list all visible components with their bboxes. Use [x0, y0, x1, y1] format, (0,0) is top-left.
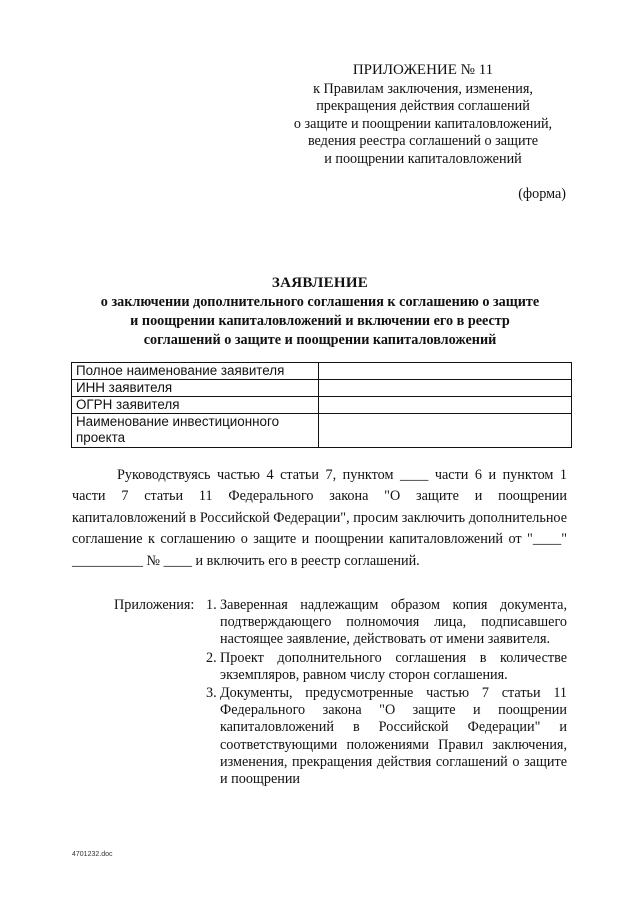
title-line: соглашений о защите и поощрении капиталовложений [143, 332, 497, 348]
row-value-field[interactable] [319, 397, 572, 414]
appendix-line: и поощрении капиталовложений [324, 150, 522, 167]
title-line: о заключении дополнительного соглашения к соглашению о защите [100, 294, 540, 310]
list-item [206, 685, 567, 788]
request-paragraph: Руководствуясь частью 4 статьи 7, пунктом ____ части 6 и пунктом 1 части 7 статьи 11 Федерального закона "О защите и поощрении капиталовложений в Российской Федерации", просим заключить дополнительное соглашение к соглашению о защите и поощрении капиталовложений от "____" __________ № ____ и включить его в реестр соглашений. [72, 467, 567, 569]
item-text: Заверенная надлежащим образом копия документа, подтверждающего полномочия лица, подписавшего настоящее заявление, действовать от имени заявителя. [220, 597, 567, 648]
title-main: ЗАЯВЛЕНИЕ [271, 275, 369, 291]
row-value-field[interactable] [319, 380, 572, 397]
appendix-header [262, 62, 584, 168]
item-number: 3. [206, 685, 217, 702]
row-value-field[interactable] [319, 414, 572, 448]
applicant-info-table [71, 362, 572, 448]
row-label: Наименование инвестиционного проекта [72, 414, 319, 448]
document-title [72, 274, 568, 350]
item-number: 2. [206, 649, 217, 666]
row-label: ИНН заявителя [72, 380, 319, 397]
item-text: Документы, предусмотренные частью 7 статьи 11 Федерального закона "О защите и поощрении капиталовложений в Российской Федерации" и соответствующими положениями Правил заключения, изменения, прекращения действия соглашений о защите и поощрении [220, 685, 567, 788]
row-label: Полное наименование заявителя [72, 363, 319, 380]
appendix-line: к Правилам заключения, изменения, [313, 80, 533, 97]
item-text: Проект дополнительного соглашения в количестве экземпляров, равном числу сторон соглашения. [220, 649, 567, 683]
attachments-label: Приложения: [114, 597, 195, 613]
row-label: ОГРН заявителя [72, 397, 319, 414]
table-row [72, 363, 572, 380]
appendix-line: о защите и поощрении капиталовложений, [293, 115, 553, 132]
appendix-line: прекращения действия соглашений [316, 98, 530, 114]
item-number: 1. [206, 597, 217, 613]
appendix-title: ПРИЛОЖЕНИЕ № 11 [352, 62, 494, 78]
file-name-footer: 4701232.doc [72, 851, 113, 858]
appendix-line: ведения реестра соглашений о защите [307, 133, 539, 149]
row-value-field[interactable] [319, 363, 572, 380]
title-line: и поощрении капиталовложений и включении его в реестр [130, 313, 510, 329]
table-row [72, 380, 572, 397]
form-label: (форма) [518, 186, 566, 202]
list-item [206, 649, 567, 684]
list-item [206, 597, 567, 649]
table-row [72, 397, 572, 414]
attachments-list [206, 597, 567, 789]
table-row [72, 414, 572, 448]
